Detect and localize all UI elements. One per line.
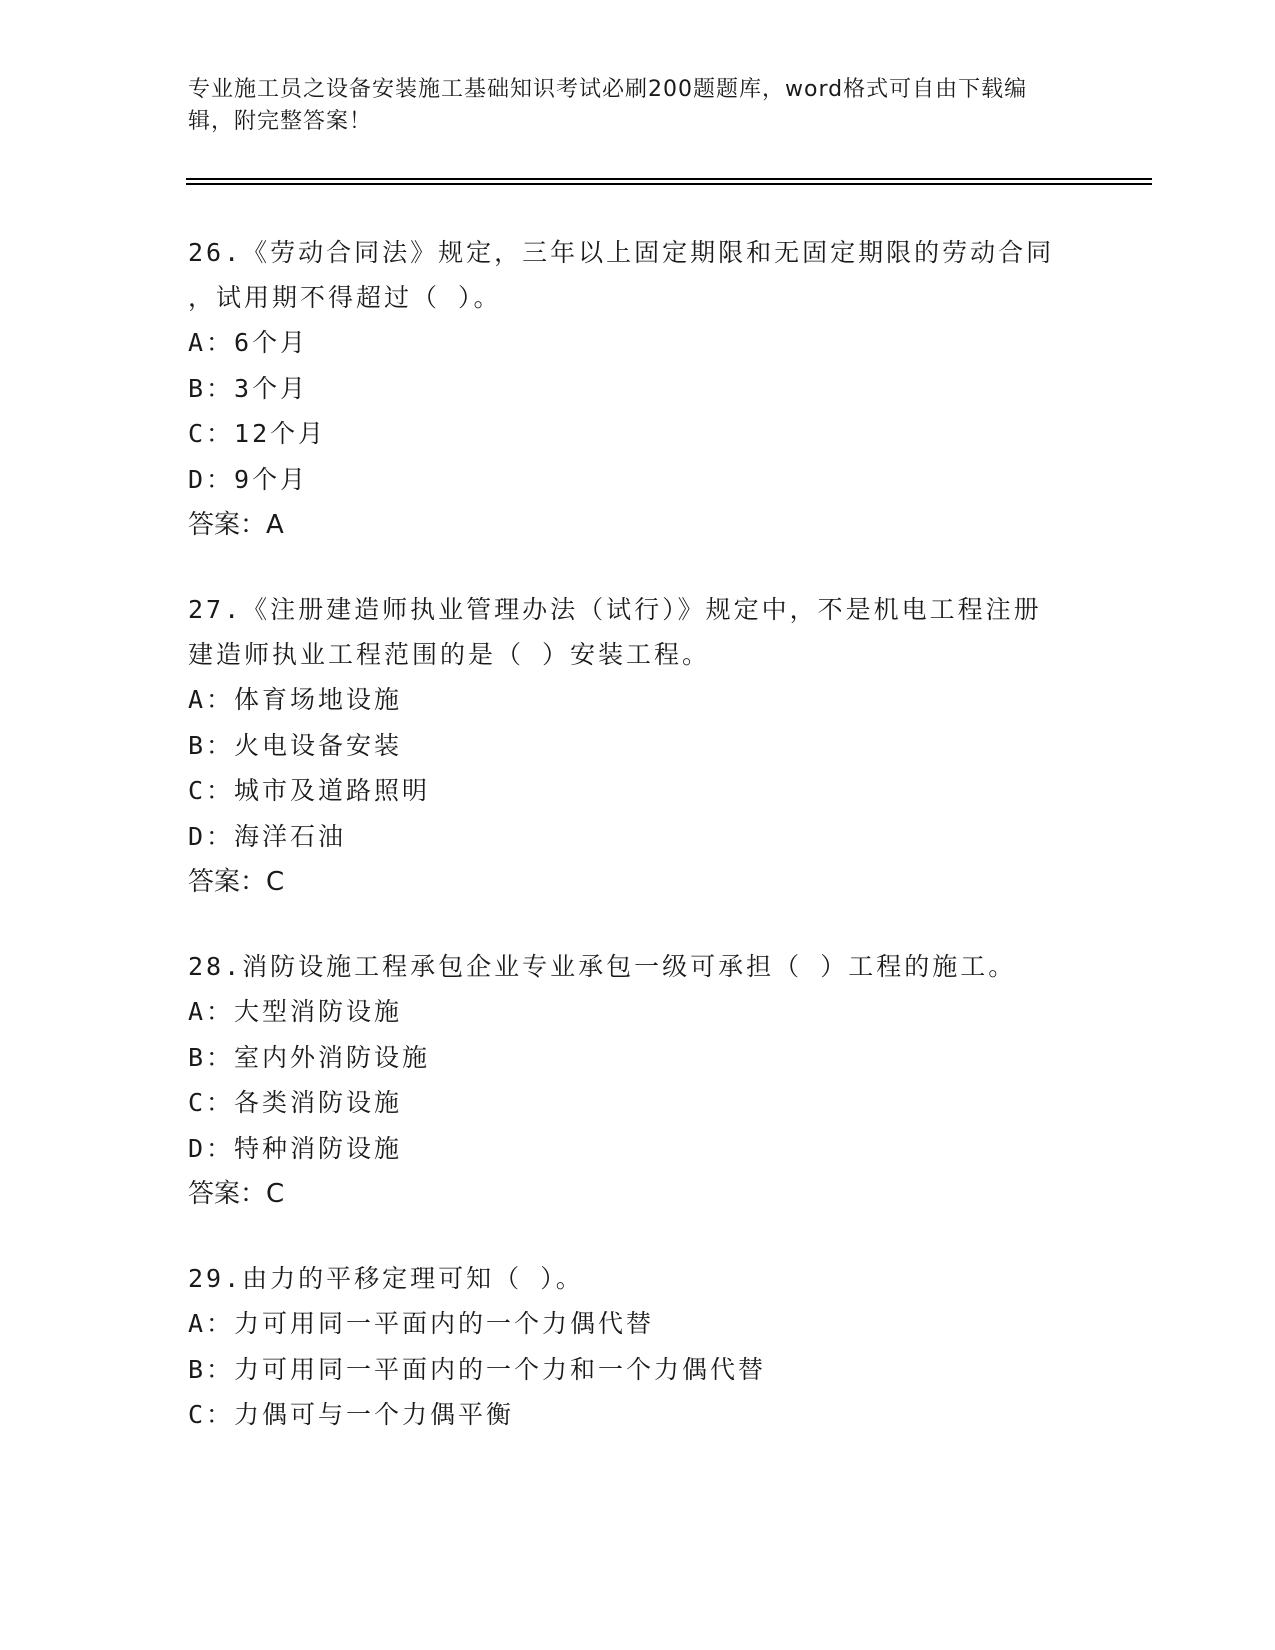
option-c: C：城市及道路照明: [188, 776, 431, 805]
question-28: [188, 944, 1088, 1217]
option-c: C：各类消防设施: [188, 1088, 403, 1117]
option-b: B：室内外消防设施: [188, 1042, 431, 1072]
question-stem-line: 27.《注册建造师执业管理办法（试行）》规定中，不是机电工程注册: [188, 595, 1042, 624]
option-d: D：特种消防设施: [188, 1133, 403, 1163]
option-a: A：力可用同一平面内的一个力偶代替: [188, 1309, 655, 1338]
question-26: [188, 230, 1088, 548]
answer: 答案：A: [188, 510, 284, 540]
header-divider: [186, 178, 1152, 180]
option-a: A：6个月: [188, 328, 309, 357]
option-b: B：火电设备安装: [188, 730, 403, 760]
option-c: C：力偶可与一个力偶平衡: [188, 1400, 515, 1429]
answer: 答案：C: [188, 867, 285, 897]
option-a: A：体育场地设施: [188, 685, 403, 714]
option-b: B：力可用同一平面内的一个力和一个力偶代替: [188, 1354, 767, 1384]
document-header: 专业施工员之设备安装施工基础知识考试必刷200题题库，word格式可自由下载编辑，附完整答案！: [188, 77, 1028, 134]
question-stem-line: ，试用期不得超过（ ）。: [188, 283, 502, 312]
answer: 答案：C: [188, 1179, 285, 1209]
question-stem-line: 26.《劳动合同法》规定，三年以上固定期限和无固定期限的劳动合同: [188, 238, 1055, 267]
header-divider-second: [186, 183, 1152, 185]
option-b: B：3个月: [188, 373, 309, 403]
question-27: [188, 587, 1088, 905]
option-c: C：12个月: [188, 419, 327, 448]
question-stem-line: 28.消防设施工程承包企业专业承包一级可承担（ ）工程的施工。: [188, 952, 1017, 981]
option-d: D：海洋石油: [188, 821, 347, 851]
question-list: [188, 230, 1088, 1477]
option-a: A：大型消防设施: [188, 997, 403, 1026]
option-d: D：9个月: [188, 464, 309, 494]
question-29: [188, 1256, 1088, 1438]
question-stem-line: 29.由力的平移定理可知（ ）。: [188, 1264, 584, 1293]
question-stem-line: 建造师执业工程范围的是（ ）安装工程。: [188, 640, 711, 669]
